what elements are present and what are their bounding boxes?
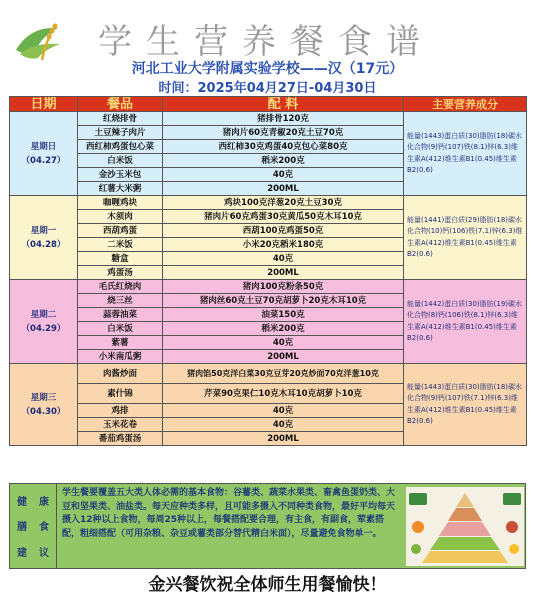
advice-label-char: 膳 <box>17 522 27 534</box>
dish-ingredients: 猪肉片60克青椒20克土豆70克 <box>163 126 404 140</box>
dish-name: 红薯大米粥 <box>78 182 163 196</box>
dish-ingredients: 200ML <box>163 432 404 446</box>
food-pyramid-illustration-icon <box>406 487 524 566</box>
column-header-nutrition: 主要营养成分 <box>404 97 527 112</box>
dish-ingredients: 40克 <box>163 168 404 182</box>
advice-text: 学生餐要覆盖五大类人体必需的基本食物：谷薯类、蔬菜水果类、畜禽鱼蛋奶类、大豆和坚果类、油盐类。每天应种类多样，且可能多摄入不同种类食物，最好平均每天摄入12种以上食物，每周25种以上，每餐搭配要合理，有主食，有副食，荤素搭配，粗细搭配（可用杂粮、杂豆或薯类部分替代精白米面），尽量避免食物单一。 <box>62 488 396 539</box>
dish-ingredients: 200ML <box>163 182 404 196</box>
nutrition-cell: 能量(1442)蛋白质(30)脂肪(19)碳水化合物(8)钙(106)铁(8.1)锌(6.3)维生素A(412)维生素B1(0.45)维生素B2(0.6) <box>404 280 527 364</box>
dish-name: 二米饭 <box>78 238 163 252</box>
dish-ingredients: 猪肉丝60克土豆70克胡萝卜20克木耳10克 <box>163 294 404 308</box>
day-date: （04.30） <box>21 406 66 417</box>
dish-ingredients: 西葫100克鸡蛋50克 <box>163 224 404 238</box>
dish-name: 白米饭 <box>78 322 163 336</box>
header <box>0 0 535 96</box>
column-header-date: 日期 <box>10 97 78 112</box>
dish-name: 烧三丝 <box>78 294 163 308</box>
school-name: 河北工业大学附属实验学校——汉（17元） <box>131 61 404 77</box>
dish-ingredients: 40克 <box>163 252 404 266</box>
day-date: （04.27） <box>21 155 66 166</box>
dish-ingredients: 40克 <box>163 404 404 418</box>
day-cell <box>10 196 78 280</box>
dish-name: 金沙玉米包 <box>78 168 163 182</box>
advice-label-char: 健 <box>17 497 27 509</box>
dish-ingredients: 40克 <box>163 336 404 350</box>
dish-name: 木须肉 <box>78 210 163 224</box>
day-group-wednesday <box>10 364 527 446</box>
day-date: （04.28） <box>21 239 66 250</box>
day-name: 星期日 <box>30 141 57 152</box>
advice-label-line <box>17 544 49 559</box>
dietary-advice-box <box>9 483 526 569</box>
dish-name: 白米饭 <box>78 154 163 168</box>
dish-ingredients: 200ML <box>163 266 404 280</box>
dish-name: 小米南瓜粥 <box>78 350 163 364</box>
day-name: 星期一 <box>30 225 57 236</box>
column-header-ingredients: 配 料 <box>163 97 404 112</box>
dish-name: 鸡排 <box>78 404 163 418</box>
table-header-row <box>10 97 527 112</box>
advice-label-char: 康 <box>39 497 49 509</box>
nutrition-cell: 能量(1443)蛋白质(30)脂肪(18)碳水化合物(9)钙(107)铁(8.1)锌(6.3)维生素A(412)维生素B1(0.45)维生素B2(0.6) <box>404 112 527 196</box>
dish-name: 毛氏红烧肉 <box>78 280 163 294</box>
advice-label <box>10 484 57 568</box>
dish-ingredients: 芹菜90克果仁10克木耳10克胡萝卜10克 <box>163 384 404 404</box>
table-row <box>10 280 527 294</box>
day-group-tuesday <box>10 280 527 364</box>
table-row <box>10 196 527 210</box>
column-header-dish: 餐品 <box>78 97 163 112</box>
table-row <box>10 112 527 126</box>
dish-ingredients: 稻米200克 <box>163 322 404 336</box>
dish-ingredients: 鸡块100克洋葱20克土豆30克 <box>163 196 404 210</box>
dish-ingredients: 油菜150克 <box>163 308 404 322</box>
day-group-sunday <box>10 112 527 196</box>
advice-label-line <box>17 493 49 508</box>
dish-name: 糖盒 <box>78 252 163 266</box>
day-name: 星期三 <box>30 392 57 403</box>
dish-ingredients: 40克 <box>163 418 404 432</box>
dish-name: 鸡蛋汤 <box>78 266 163 280</box>
dish-name: 番茄鸡蛋汤 <box>78 432 163 446</box>
dish-name: 红烧排骨 <box>78 112 163 126</box>
day-group-monday <box>10 196 527 280</box>
day-cell <box>10 112 78 196</box>
dish-name: 西葫鸡蛋 <box>78 224 163 238</box>
page-title: 学生营养餐食谱 <box>98 22 434 62</box>
nutrition-cell: 能量(1443)蛋白质(30)脂肪(18)碳水化合物(9)钙(107)铁(7.1)锌(6.3)维生素A(412)维生素B1(0.45)维生素B2(0.6) <box>404 364 527 446</box>
dish-ingredients: 猪排骨120克 <box>163 112 404 126</box>
dish-name: 土豆辣子肉片 <box>78 126 163 140</box>
advice-label-char: 食 <box>39 522 49 534</box>
advice-label-line <box>17 518 49 533</box>
advice-label-char: 建 <box>17 547 27 559</box>
advice-label-char: 议 <box>39 547 49 559</box>
menu-period: 时间：2025年04月27日-04月30日 <box>158 81 377 96</box>
dish-name: 玉米花卷 <box>78 418 163 432</box>
table-row <box>10 364 527 384</box>
dish-name: 蒜蓉油菜 <box>78 308 163 322</box>
dish-ingredients: 猪肉100克粉条50克 <box>163 280 404 294</box>
dish-ingredients: 猪肉馅50克洋白菜30克豆芽20克炒面70克洋葱10克 <box>163 364 404 384</box>
menu-table <box>9 96 527 446</box>
dish-name: 紫薯 <box>78 336 163 350</box>
dish-ingredients: 西红柿30克鸡蛋40克包心菜80克 <box>163 140 404 154</box>
dish-ingredients: 猪肉片60克鸡蛋30克黄瓜50克木耳10克 <box>163 210 404 224</box>
day-name: 星期二 <box>30 309 57 320</box>
nutrition-cell: 能量(1441)蛋白质(29)脂肪(18)碳水化合物(10)钙(106)铁(7.1)锌(6.3)维生素A(412)维生素B1(0.45)维生素B2(0.6) <box>404 196 527 280</box>
day-cell <box>10 280 78 364</box>
dish-name: 西红柿鸡蛋包心菜 <box>78 140 163 154</box>
closing-message: 金兴餐饮祝全体师生用餐愉快！ <box>148 575 387 595</box>
dish-ingredients: 稻米200克 <box>163 154 404 168</box>
day-date: （04.29） <box>21 323 66 334</box>
dish-name: 肉酱炒面 <box>78 364 163 384</box>
day-cell <box>10 364 78 446</box>
dish-name: 素什锦 <box>78 384 163 404</box>
dish-ingredients: 200ML <box>163 350 404 364</box>
dish-name: 咖喱鸡块 <box>78 196 163 210</box>
dish-ingredients: 小米20克稻米180克 <box>163 238 404 252</box>
